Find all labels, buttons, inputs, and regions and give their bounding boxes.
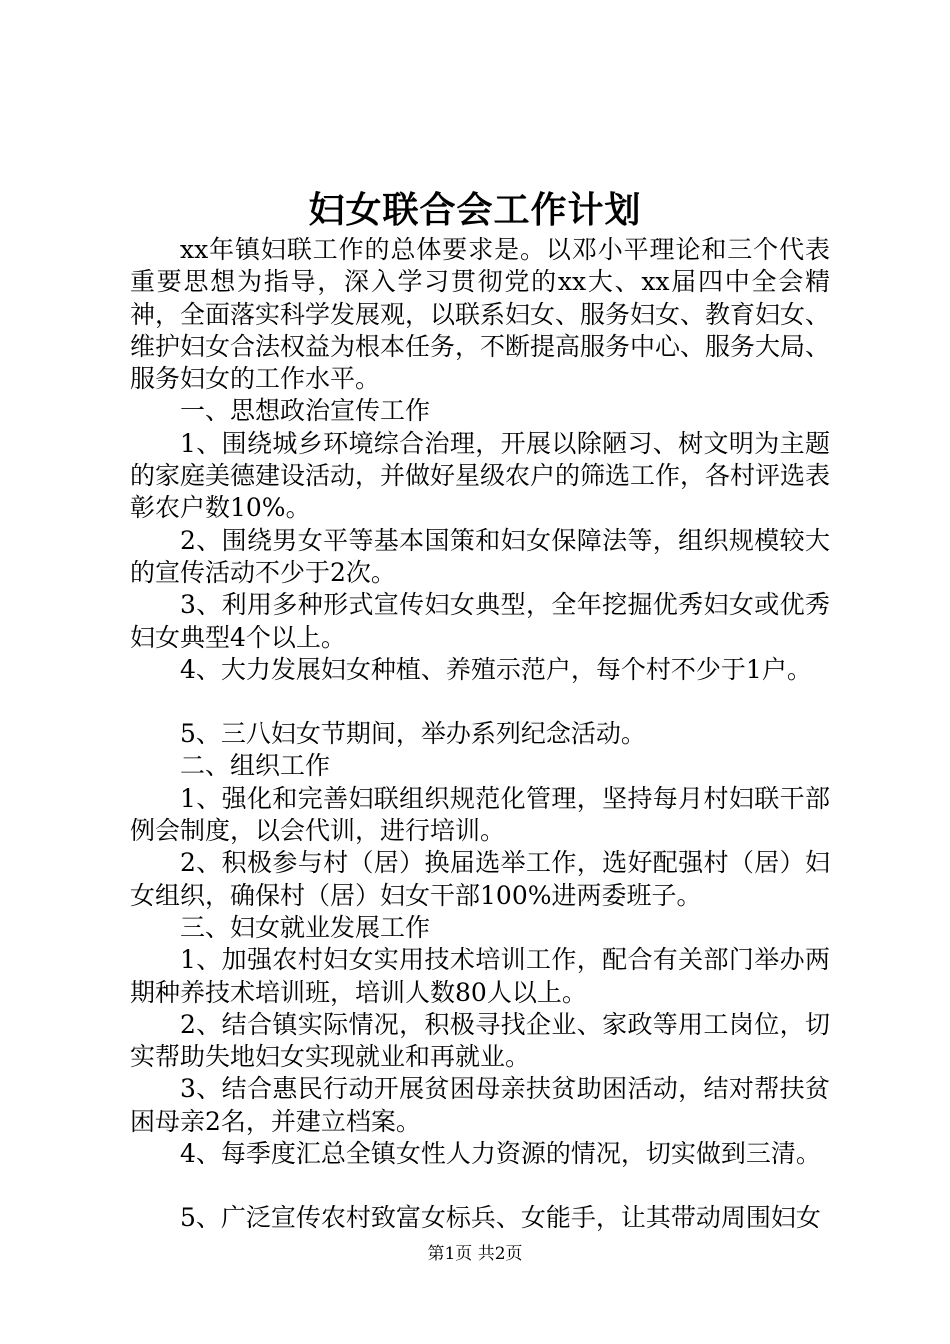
section-heading-3: 三、妇女就业发展工作 [180,912,431,942]
paragraph-2-2: 2、积极参与村（居）换届选举工作，选好配强村（居）妇女组织，确保村（居）妇女干部100%进两委班子。 [130,848,830,910]
paragraph-1-1: 1、围绕城乡环境综合治理，开展以除陋习、树文明为主题的家庭美德建设活动，并做好星级农户的筛选工作，各村评选表彰农户数10%。 [130,428,831,523]
paragraph-1-4: 4、大力发展妇女种植、养殖示范户，每个村不少于1户。 [180,654,812,684]
page-indicator: 第1页 共2页 [427,1244,523,1264]
paragraph-3-3: 3、结合惠民行动开展贫困母亲扶贫助困活动，结对帮扶贫困母亲2名，并建立档案。 [130,1074,830,1136]
document-body [130,234,830,1235]
paragraph-intro: xx年镇妇联工作的总体要求是。以邓小平理论和三个代表重要思想为指导，深入学习贯彻党的xx大、xx届四中全会精神，全面落实科学发展观，以联系妇女、服务妇女、教育妇女、维护妇女合法权益为根本任务，不断提高服务中心、服务大局、服务妇女的工作水平。 [130,235,831,394]
paragraph-3-4: 4、每季度汇总全镇女性人力资源的情况，切实做到三清。 [180,1139,821,1169]
paragraph-1-3: 3、利用多种形式宣传妇女典型，全年挖掘优秀妇女或优秀妇女典型4个以上。 [130,590,830,652]
section-heading-2: 二、组织工作 [180,751,331,781]
paragraph-3-2: 2、结合镇实际情况，积极寻找企业、家政等用工岗位，切实帮助失地妇女实现就业和再就业。 [130,1009,830,1072]
paragraph-3-1: 1、加强农村妇女实用技术培训工作，配合有关部门举办两期种养技术培训班，培训人数80人以上。 [130,945,830,1007]
section-heading-1: 一、思想政治宣传工作 [180,396,431,426]
paragraph-1-2: 2、围绕男女平等基本国策和妇女保障法等，组织规模较大的宣传活动不少于2次。 [130,525,830,587]
paragraph-2-1: 1、强化和完善妇联组织规范化管理，坚持每月村妇联干部例会制度，以会代训，进行培训。 [130,783,830,846]
paragraph-1-5: 5、三八妇女节期间，举办系列纪念活动。 [180,719,646,749]
document-title: 妇女联合会工作计划 [308,189,642,231]
paragraph-3-5: 5、广泛宣传农村致富女标兵、女能手，让其带动周围妇女 [180,1203,821,1233]
